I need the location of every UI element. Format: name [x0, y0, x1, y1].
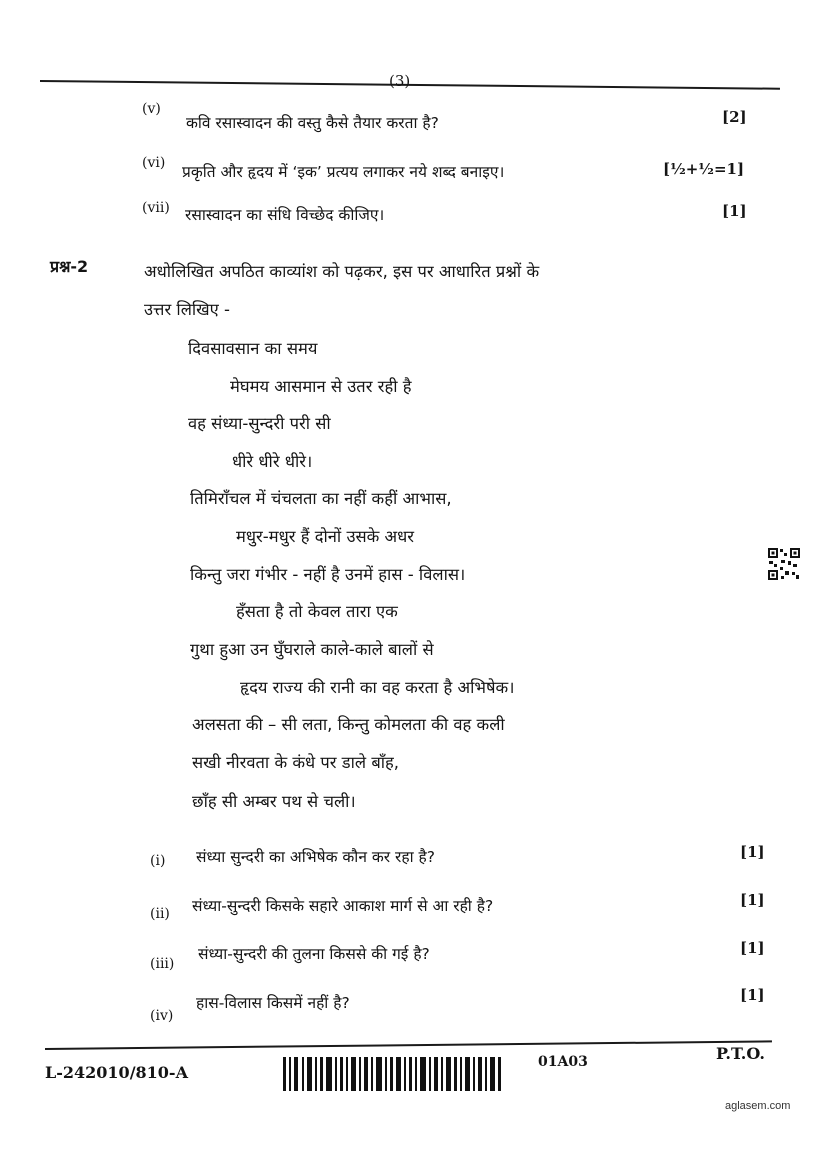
q2-question-iv-marks: [1]	[740, 986, 765, 1004]
q2-question-i-text: संध्या सुन्दरी का अभिषेक कौन कर रहा है?	[196, 848, 435, 866]
bottom-rule	[45, 1040, 772, 1050]
poem-line: हँसता है तो केवल तारा एक	[236, 602, 398, 621]
q1-item-vi-marks: [½+½=1]	[663, 160, 745, 178]
q2-question-iv-number: (iv)	[150, 1008, 174, 1024]
q1-item-vii-text: रसास्वादन का संधि विच्छेद कीजिए।	[185, 206, 385, 224]
q2-question-ii-marks: [1]	[740, 891, 765, 909]
poem-line: तिमिराँचल में चंचलता का नहीं कहीं आभास,	[190, 489, 452, 508]
barcode-icon	[283, 1051, 503, 1093]
q2-question-iv-text: हास-विलास किसमें नहीं है?	[196, 994, 350, 1012]
q1-item-vi-number: (vi)	[142, 155, 166, 171]
q2-question-iii-marks: [1]	[740, 939, 765, 957]
q1-item-v-number: (v)	[142, 101, 161, 117]
q1-item-vii-number: (vii)	[142, 200, 170, 216]
q1-item-vi-text: प्रकृति और हृदय में ‘इक’ प्रत्यय लगाकर नये शब्द बनाइए।	[182, 163, 505, 181]
paper-code: L-242010/810-A	[45, 1063, 188, 1082]
pto-label: P.T.O.	[716, 1044, 765, 1063]
q1-item-v-text: कवि रसास्वादन की वस्तु कैसे तैयार करता है?	[186, 114, 439, 132]
q2-question-iii-text: संध्या-सुन्दरी की तुलना किससे की गई है?	[198, 945, 430, 963]
q2-question-ii-text: संध्या-सुन्दरी किसके सहारे आकाश मार्ग से आ रही है?	[192, 897, 494, 915]
qr-code-icon	[767, 547, 801, 581]
q2-label: प्रश्न-2	[50, 257, 89, 276]
poem-line: गुथा हुआ उन घुँघराले काले-काले बालों से	[190, 640, 434, 659]
q2-instruction-line2: उत्तर लिखिए -	[144, 300, 230, 319]
poem-line: अलसता की – सी लता, किन्तु कोमलता की वह कली	[192, 715, 505, 734]
poem-line: धीरे धीरे धीरे।	[232, 452, 313, 471]
q2-question-i-number: (i)	[150, 853, 166, 869]
poem-line: दिवसावसान का समय	[188, 339, 318, 358]
page-code: 01A03	[538, 1054, 588, 1070]
poem-line: मधुर-मधुर हैं दोनों उसके अधर	[236, 527, 415, 546]
poem-line: छाँह सी अम्बर पथ से चली।	[192, 792, 356, 811]
poem-line: किन्तु जरा गंभीर - नहीं है उनमें हास - विलास।	[190, 565, 466, 584]
q2-question-i-marks: [1]	[740, 843, 765, 861]
q2-question-iii-number: (iii)	[150, 956, 175, 972]
watermark-text: aglasem.com	[725, 1100, 791, 1112]
poem-line: मेघमय आसमान से उतर रही है	[230, 377, 412, 396]
q1-item-vii-marks: [1]	[722, 202, 747, 220]
q2-instruction-line1: अधोलिखित अपठित काव्यांश को पढ़कर, इस पर आधारित प्रश्नों के	[144, 262, 540, 281]
q2-question-ii-number: (ii)	[150, 906, 170, 922]
page-number: (3)	[389, 72, 411, 90]
poem-line: सखी नीरवता के कंधे पर डाले बाँह,	[192, 753, 400, 772]
q1-item-v-marks: [2]	[722, 108, 747, 126]
poem-line: वह संध्या-सुन्दरी परी सी	[188, 414, 331, 433]
poem-line: हृदय राज्य की रानी का वह करता है अभिषेक।	[240, 678, 515, 697]
